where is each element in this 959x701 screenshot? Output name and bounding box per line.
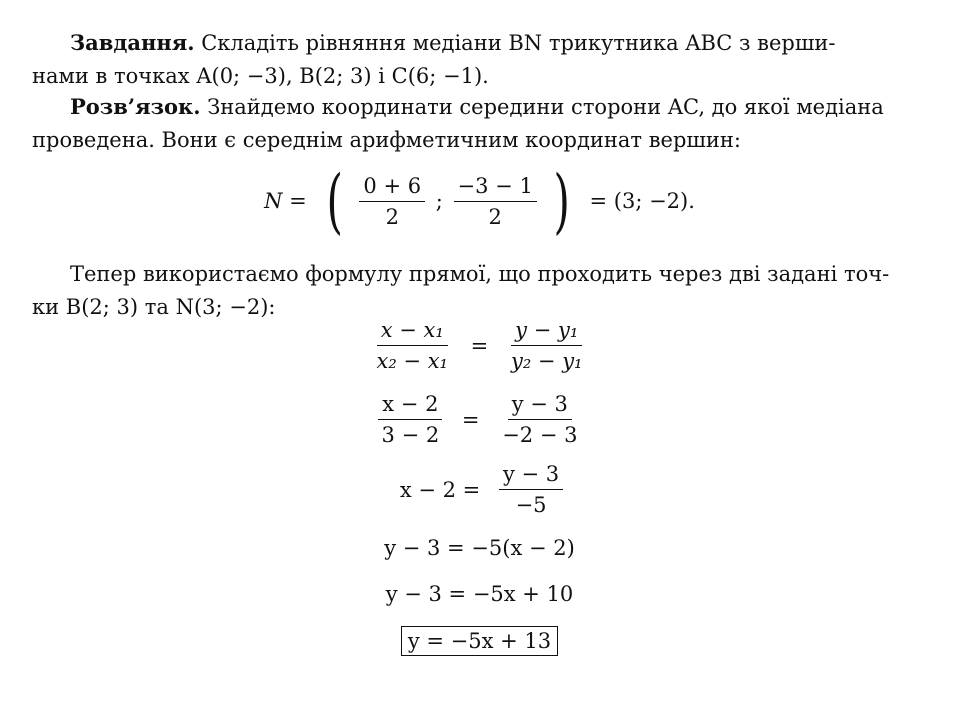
frac-y-denominator: 2 [488, 204, 502, 229]
midpoint-frac-x [359, 174, 425, 229]
step2-right-num: y − 3 [508, 392, 572, 420]
solution-text-1: Знайдемо координати середини сторони AC, до якої медіана [207, 95, 884, 119]
step1-right-den: y₂ − y₁ [510, 349, 583, 373]
equals-sign: = [461, 407, 480, 432]
formula-line-1: Тепер використаємо формулу прямої, що проходить через дві задані точ- [70, 262, 890, 286]
formula-paragraph [32, 258, 916, 324]
answer-row [0, 626, 959, 656]
frac-y-numerator: −3 − 1 [454, 174, 537, 202]
step1-right-frac [507, 318, 587, 373]
solution-label: Розв’язок. [70, 94, 201, 119]
boxed-answer: y = −5x + 13 [401, 626, 558, 656]
step-general-formula [0, 318, 959, 373]
step1-right-num: y − y₁ [511, 318, 582, 346]
left-paren: ( [326, 160, 344, 242]
midpoint-frac-y [454, 174, 537, 229]
task-paragraph [32, 26, 916, 93]
midpoint-equation [0, 160, 959, 242]
step2-left-num: x − 2 [378, 392, 442, 420]
step3-right-den: −5 [515, 493, 547, 517]
step3-lhs: x − 2 = [399, 477, 481, 502]
frac-separator: ; [435, 189, 443, 213]
step-substituted [0, 392, 959, 447]
step2-right-frac [498, 392, 581, 447]
solution-line-2: проведена. Вони є середнім арифметичним координат вершин: [32, 128, 741, 152]
step2-left-frac [378, 392, 444, 447]
midpoint-lhs: N = [264, 189, 307, 213]
task-line-2: нами в точках A(0; −3), B(2; 3) і C(6; −1). [32, 64, 489, 88]
step3-right-frac [499, 462, 563, 517]
step1-left-frac [373, 318, 452, 373]
step-simplified [0, 462, 959, 517]
task-label: Завдання. [70, 30, 195, 55]
task-line-1 [32, 26, 916, 60]
midpoint-rhs: = (3; −2). [589, 189, 695, 213]
step1-left-num: x − x₁ [377, 318, 448, 346]
step2-left-den: 3 − 2 [381, 423, 440, 447]
step-expanded: y − 3 = −5x + 10 [385, 582, 574, 606]
equals-sign: = [470, 333, 489, 358]
frac-x-denominator: 2 [385, 204, 399, 229]
formula-line-2: ки B(2; 3) та N(3; −2): [32, 295, 276, 319]
step1-left-den: x₂ − x₁ [376, 349, 448, 373]
task-text-1: Складіть рівняння медіани BN трикутника ABC з верши- [201, 31, 836, 55]
right-paren: ) [552, 160, 570, 242]
step3-right-num: y − 3 [499, 462, 563, 490]
step-cross-multiplied: y − 3 = −5(x − 2) [384, 536, 575, 560]
solution-paragraph [32, 90, 916, 157]
step2-right-den: −2 − 3 [502, 423, 578, 447]
frac-x-numerator: 0 + 6 [359, 174, 425, 202]
solution-line-1 [32, 90, 916, 124]
